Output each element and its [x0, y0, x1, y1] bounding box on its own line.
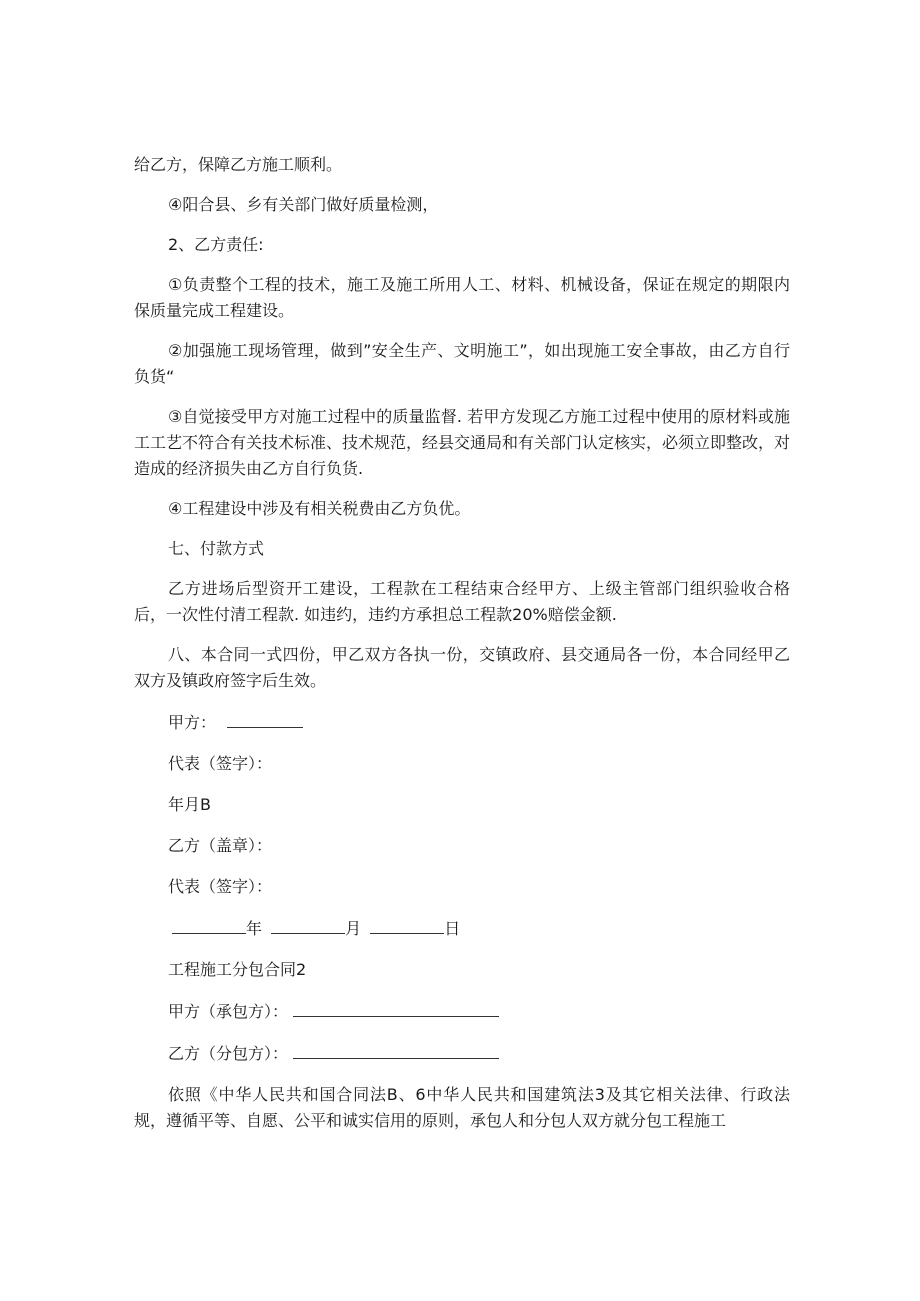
- paragraph-3: 2、乙方责任:: [168, 235, 264, 254]
- contract2-party-b-blank[interactable]: [293, 1040, 499, 1059]
- document-page: [134, 152, 790, 1134]
- year-label: 年: [246, 919, 263, 938]
- contract2-title-line: [134, 957, 790, 983]
- month-blank[interactable]: [271, 915, 345, 934]
- contract2-title: 工程施工分包合同2: [168, 960, 307, 979]
- contract2-party-a-label: 甲方（承包方）：: [168, 1002, 289, 1021]
- rep1-label: 代表（签字）：: [168, 754, 273, 773]
- section-heading-payment: 七、付款方式: [168, 539, 265, 558]
- paragraph-10: 八、本合同一式四份，甲乙双方各执一份，交镇政府、县交通局各一份，本合同经甲乙双方及镇政府签字后生效。: [134, 645, 790, 690]
- contract2-party-a-blank[interactable]: [293, 998, 499, 1017]
- paragraph-4: ①负责整个工程的技术，施工及施工所用人工、材料、机械设备，保证在规定的期限内保质量完成工程建设。: [134, 275, 790, 320]
- party-b-label: 乙方（盖章）：: [168, 836, 273, 855]
- paragraph-7: ④工程建设中涉及有相关税费由乙方负优。: [168, 499, 471, 518]
- date1-line: [134, 792, 790, 818]
- contract2-party-a-line: [134, 998, 790, 1025]
- contract2-party-b-label: 乙方（分包方）：: [168, 1044, 289, 1063]
- rep2-label: 代表（签字）：: [168, 877, 273, 896]
- rep1-line: [134, 751, 790, 777]
- paragraph-6: ③自觉接受甲方对施工过程中的质量监督. 若甲方发现乙方施工过程中使用的原材料或施工工艺不符合有关技术标准、技术规范，经县交通局和有关部门认定核实，必须立即整改，对造成的经济损失由乙方自行负货.: [134, 407, 791, 478]
- contract2-intro: 依照《中华人民共和国合同法B、6中华人民共和国建筑法3及其它相关法律、行政法规，遵循平等、自愿、公平和诚实信用的原则，承包人和分包人双方就分包工程施工: [134, 1085, 790, 1130]
- date1-label: 年月B: [168, 795, 211, 814]
- party-a-label: 甲方：: [168, 713, 217, 732]
- party-b-line: [134, 833, 790, 859]
- day-label: 日: [444, 919, 461, 938]
- contract2-party-b-line: [134, 1040, 790, 1067]
- paragraph-9: 乙方进场后型资开工建设，工程款在工程结束合经甲方、上级主管部门组织验收合格后，一次性付清工程款. 如违约，违约方承担总工程款20%赔偿金额.: [134, 579, 790, 624]
- paragraph-2: ④阳合县、乡有关部门做好质量检测，: [168, 195, 439, 214]
- rep2-line: [134, 874, 790, 900]
- month-label: 月: [345, 919, 362, 938]
- paragraph-5: ②加强施工现场管理，做到”安全生产、文明施工”，如出现施工安全事故，由乙方自行负货“: [134, 341, 790, 386]
- party-a-blank[interactable]: [227, 709, 303, 728]
- party-a-line: [134, 709, 790, 736]
- day-blank[interactable]: [370, 915, 444, 934]
- date2-line: [134, 915, 790, 942]
- year-blank[interactable]: [172, 915, 246, 934]
- paragraph-1: 给乙方，保障乙方施工顺利。: [134, 155, 343, 174]
